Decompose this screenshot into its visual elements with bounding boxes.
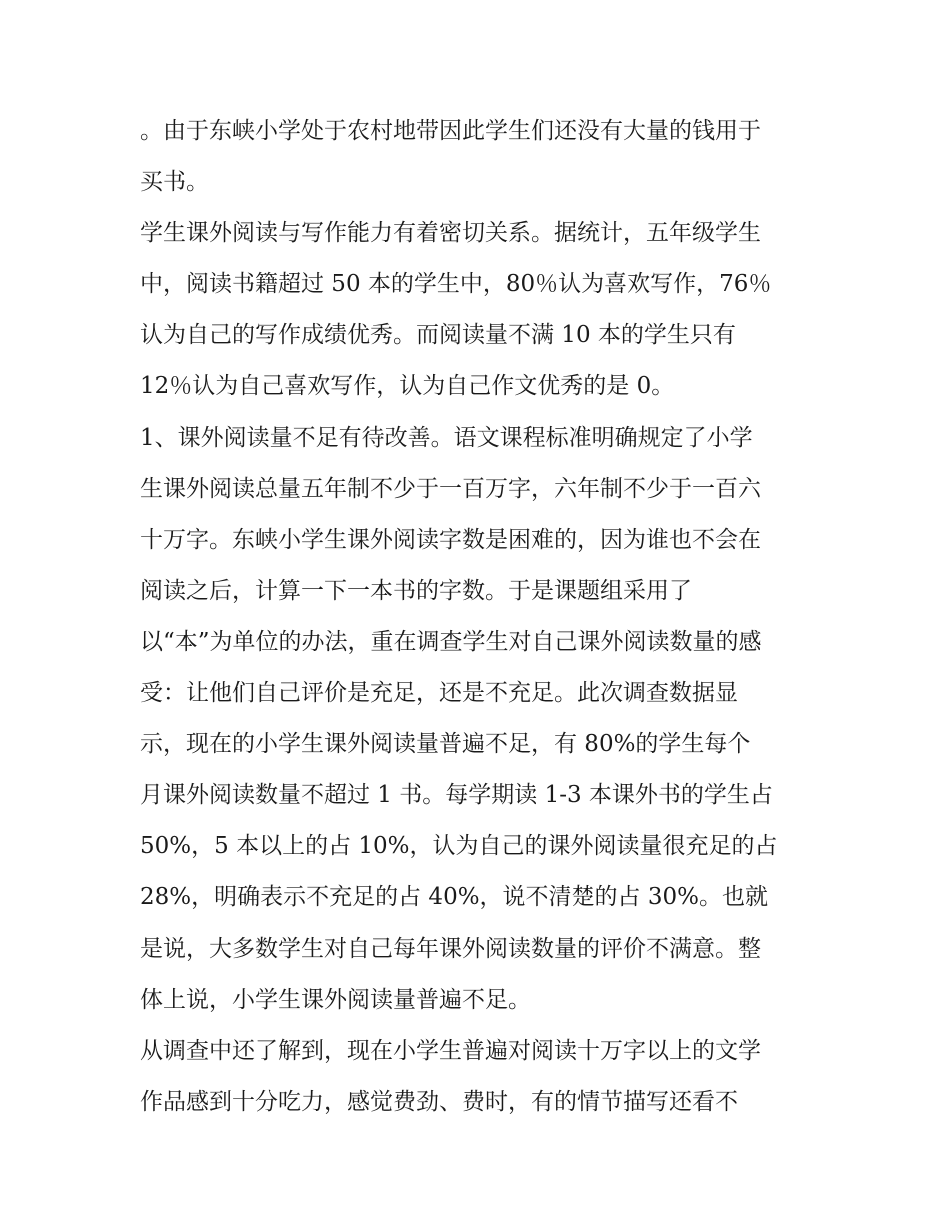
text-line: 阅读之后，计算一下一本书的字数。于是课题组采用了 <box>140 577 692 604</box>
text-line: 50%，5 本以上的占 10%，认为自己的课外阅读量很充足的占 <box>140 833 778 860</box>
text-line: 12％认为自己喜欢写作，认为自己作文优秀的是 0。 <box>140 373 675 400</box>
text-line: 体上说，小学生课外阅读量普遍不足。 <box>140 986 531 1013</box>
text-line: 学生课外阅读与写作能力有着密切关系。据统计，五年级学生 <box>140 220 761 247</box>
text-line: 从调查中还了解到，现在小学生普遍对阅读十万字以上的文学 <box>140 1037 761 1064</box>
text-line: 受：让他们自己评价是充足，还是不充足。此次调查数据显 <box>140 680 738 707</box>
body-text <box>140 106 815 1128</box>
text-line: 生课外阅读总量五年制不少于一百万字，六年制不少于一百六 <box>140 475 761 502</box>
text-line: 作品感到十分吃力，感觉费劲、费时，有的情节描写还看不 <box>140 1088 738 1115</box>
text-line: 中，阅读书籍超过 50 本的学生中，80％认为喜欢写作，76％ <box>140 271 772 298</box>
text-line: 是说，大多数学生对自己每年课外阅读数量的评价不满意。整 <box>140 935 761 962</box>
text-line: 以“本”为单位的办法，重在调查学生对自己课外阅读数量的感 <box>140 628 762 655</box>
text-line: 28%，明确表示不充足的占 40%，说不清楚的占 30%。也就 <box>140 884 768 911</box>
text-line: 认为自己的写作成绩优秀。而阅读量不满 10 本的学生只有 <box>140 322 736 349</box>
text-line: 买书。 <box>140 169 209 196</box>
text-line: 1、课外阅读量不足有待改善。语文课程标准明确规定了小学 <box>140 424 753 451</box>
text-line: 示，现在的小学生课外阅读量普遍不足，有 80%的学生每个 <box>140 731 751 758</box>
text-line: 月课外阅读数量不超过 1 书。每学期读 1-3 本课外书的学生占 <box>140 782 773 809</box>
text-line: 。由于东峡小学处于农村地带因此学生们还没有大量的钱用于 <box>140 118 761 144</box>
text-line: 十万字。东峡小学生课外阅读字数是困难的，因为谁也不会在 <box>140 526 761 553</box>
